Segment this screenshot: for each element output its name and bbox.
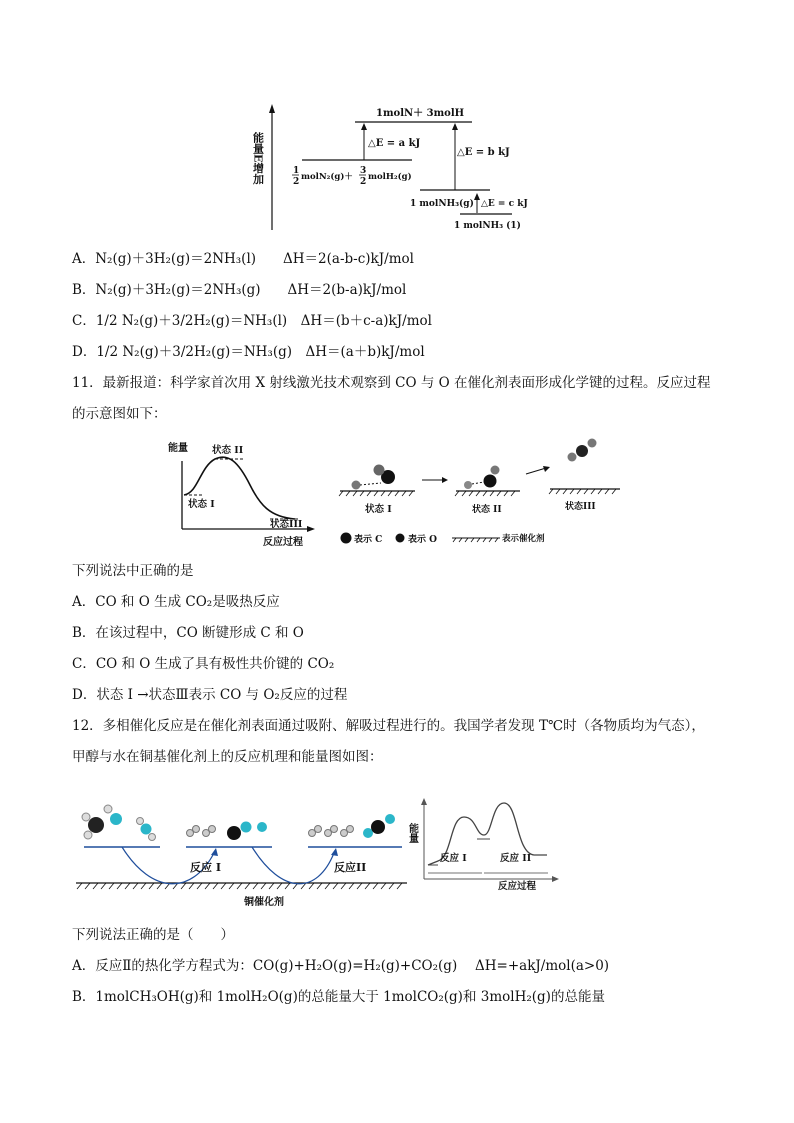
oxygen-atom-icon [385, 814, 395, 824]
delta-e-c: △E = c kJ [481, 199, 528, 209]
q11-option-c: C．CO 和 O 生成了具有极性共价键的 CO₂ [72, 656, 335, 672]
q11-y-axis-label: 能量 [168, 443, 188, 454]
q12-question: 下列说法正确的是（ ） [72, 927, 234, 943]
legend-catalyst-label: 表示催化剂 [502, 534, 545, 544]
oxygen-atom-icon [257, 822, 267, 832]
energy-axis-label: 能量E增加 [251, 132, 265, 185]
delta-e-b: △E = b kJ [457, 147, 510, 158]
q12-catalyst-label: 铜催化剂 [244, 897, 284, 908]
legend-oxygen-icon [396, 534, 405, 543]
left-level-text: molN₂(g)＋ [301, 172, 353, 182]
legend-carbon-icon [341, 533, 352, 544]
left-level-text2: molH₂(g) [368, 172, 412, 182]
left-level-frac2-num: 3 [360, 166, 367, 176]
oxygen-atom-icon [464, 481, 472, 489]
q12-option-b: B．1molCH₃OH(g)和 1molH₂O(g)的总能量大于 1molCO₂(g)和 3molH₂(g)的总能量 [72, 989, 605, 1005]
low-level-label: 1 molNH₃ (1) [454, 221, 521, 231]
q11-state1-label: 状态 I [188, 499, 215, 510]
oxygen-atom-icon [352, 481, 361, 490]
q12-reaction1-label: 反应 I [190, 861, 221, 874]
legend-oxygen-label: 表示 O [408, 535, 437, 545]
q11-energy-figure [160, 437, 630, 552]
q12-mechanism-figure [72, 795, 562, 910]
oxygen-atom-icon [241, 822, 252, 833]
energy-level-diagram [250, 100, 550, 235]
q11-state2-caption: 状态 II [472, 505, 502, 515]
q12-energy-x-label: 反应过程 [498, 881, 537, 892]
oxygen-atom-icon [568, 453, 577, 462]
q11-option-d: D．状态 Ⅰ →状态Ⅲ表示 CO 与 O₂反应的过程 [72, 687, 348, 703]
q12-stem-line2: 甲醇与水在铜基催化剂上的反应机理和能量图如图： [72, 749, 383, 765]
q11-state2-label: 状态 II [212, 445, 244, 456]
mid-level-label: 1 molNH₃(g) [410, 199, 474, 209]
q12-stem-line1: 12．多相催化反应是在催化剂表面通过吸附、解吸过程进行的。我国学者发现 T℃时（各物质均为气态）， [72, 718, 705, 734]
q11-option-a: A．CO 和 O 生成 CO₂是吸热反应 [72, 594, 280, 610]
q10-option-d: D．1/2 N₂(g)＋3/2H₂(g)＝NH₃(g) ΔH＝(a＋b)kJ/mol [72, 344, 425, 360]
q11-stem-line1: 11．最新报道：科学家首次用 X 射线激光技术观察到 CO 与 O 在催化剂表面形成化学键的过程。反应过程 [72, 375, 711, 391]
hydrogen-atom-icon [84, 831, 92, 839]
oxygen-atom-icon [141, 824, 152, 835]
carbon-atom-icon [371, 820, 385, 834]
oxygen-atom-icon [374, 465, 385, 476]
top-level-label: 1molN＋ 3molH [376, 108, 465, 119]
q11-state3-caption: 状态III [565, 502, 596, 512]
left-level-frac1-den: 2 [293, 177, 300, 187]
carbon-atom-icon [88, 817, 104, 833]
q12-energy-y-label: 能量 [406, 823, 418, 843]
oxygen-atom-icon [110, 813, 122, 825]
q11-state1-caption: 状态 I [365, 504, 392, 515]
carbon-atom-icon [576, 445, 588, 457]
q11-state3-label: 状态III [270, 519, 303, 530]
hydrogen-atom-icon [149, 834, 156, 841]
q10-option-a: A．N₂(g)＋3H₂(g)＝2NH₃(l) ΔH＝2(a-b-c)kJ/mol [72, 251, 414, 267]
q12-reaction2-label: 反应II [334, 861, 367, 874]
q11-question: 下列说法中正确的是 [72, 563, 194, 579]
hydrogen-atom-icon [104, 805, 112, 813]
left-level-frac1-num: 1 [293, 166, 300, 176]
oxygen-atom-icon [588, 439, 597, 448]
hydrogen-atom-icon [82, 813, 90, 821]
delta-e-a: △E = a kJ [368, 138, 421, 149]
q11-option-b: B．在该过程中，CO 断键形成 C 和 O [72, 625, 304, 641]
carbon-atom-icon [484, 475, 497, 488]
q12-energy-r2-label: 反应 II [500, 853, 532, 864]
hydrogen-atom-icon [137, 818, 144, 825]
q10-option-b: B．N₂(g)＋3H₂(g)＝2NH₃(g) ΔH＝2(b-a)kJ/mol [72, 282, 407, 298]
q12-option-a: A．反应Ⅱ的热化学方程式为：CO(g)+H₂O(g)=H₂(g)+CO₂(g) ΔH=+akJ/mol(a>0) [72, 958, 610, 974]
legend-carbon-label: 表示 C [354, 535, 383, 545]
left-level-frac2-den: 2 [360, 177, 367, 187]
oxygen-atom-icon [491, 466, 500, 475]
q12-energy-r1-label: 反应 I [440, 853, 467, 864]
q11-x-axis-label: 反应过程 [263, 537, 303, 548]
q10-option-c: C．1/2 N₂(g)＋3/2H₂(g)＝NH₃(l) ΔH＝(b＋c-a)kJ/mol [72, 313, 432, 329]
q11-stem-line2: 的示意图如下： [72, 406, 167, 422]
carbon-atom-icon [227, 826, 241, 840]
